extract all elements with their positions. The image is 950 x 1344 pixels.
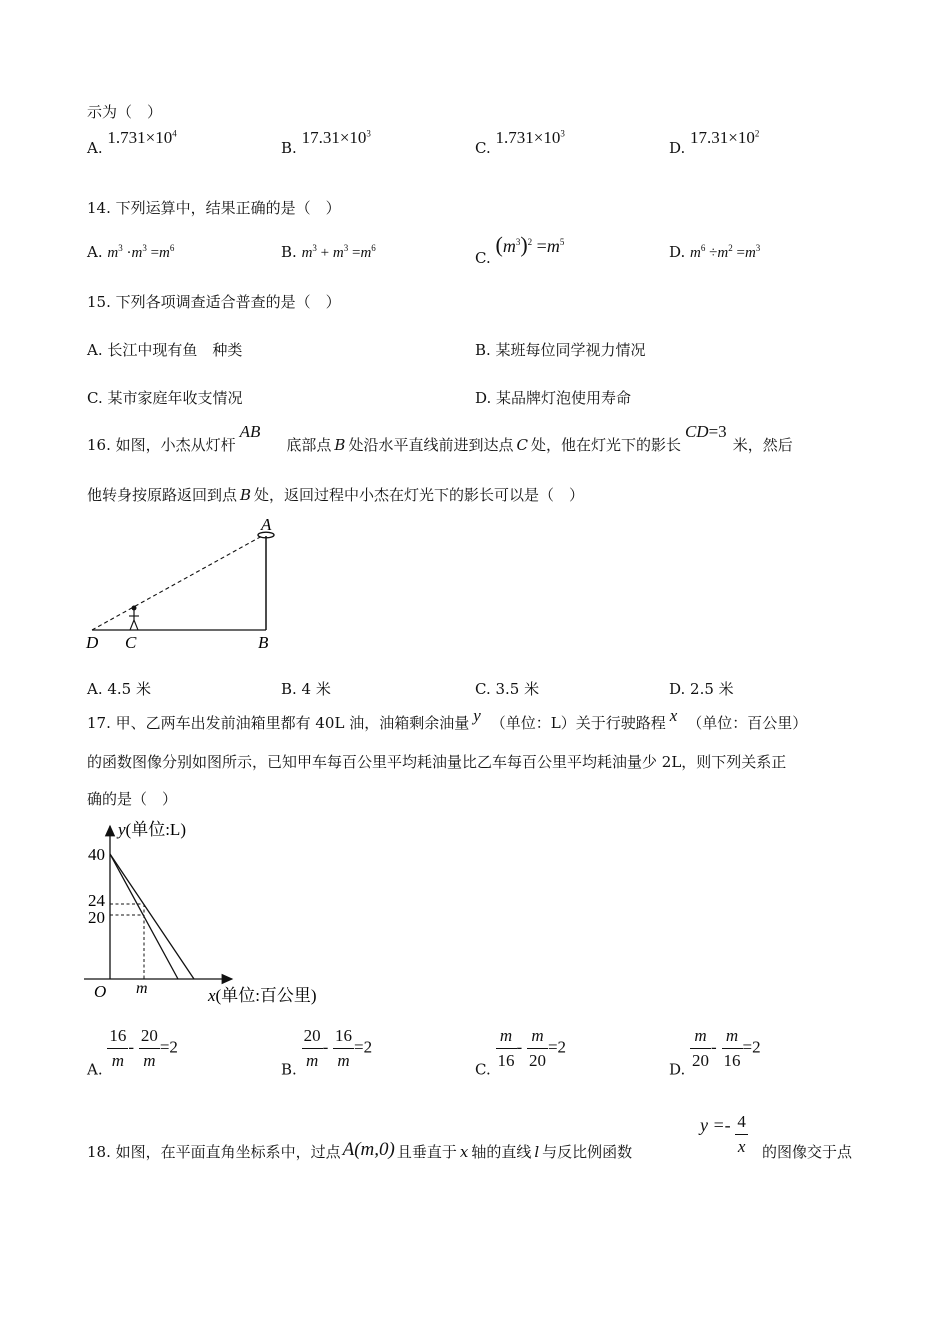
q15-option-a: A. 长江中现有鱼 种类 [87,341,243,359]
y-axis-label: y(单位:L) [118,820,186,839]
q13-option-c: C. $1.731\times 10^3$ [475,128,565,157]
m-label: m [136,980,148,997]
q17-option-b: B. $\frac{20}{m}$ - $\frac{16}{m}$ =2 [281,1026,373,1079]
q14-option-a: A. $m^3 \cdot m^3 =m^6$ [87,243,175,261]
q17-stem-line3: 确的是（ ） [87,790,178,808]
q18-stem: 18. 如图，在平面直角坐标系中，过点 A(m,0) 且垂直于 x 轴的直线 l 与反比例函数 [87,1139,633,1161]
q16-option-b: B. 4 米 [281,680,331,698]
q17-fuel-graph [80,816,360,1011]
q14-option-b: B. $m^3 + m^3 =m^6$ [281,243,376,261]
line-yi [110,854,194,979]
q14-stem: 14. 下列运算中，结果正确的是（ ） [87,199,341,217]
fig-label-b: B [258,633,269,652]
q14-option-c: C. $(m^3)^2 =m^5$ [475,232,565,267]
q17-stem-line2: 的函数图像分别如图所示，已知甲车每百公里平均耗油量比乙车每百公里平均耗油量少 2L，则下列关系正 [87,753,787,771]
q16-lamp-figure [80,512,280,657]
fig-label-d: D [86,633,99,652]
q13-option-b: B. $17.31\times 10^3$ [281,128,371,157]
tick-20: 20 [88,908,105,927]
q16-option-d: D. 2.5 米 [669,680,734,698]
q15-option-d: D. 某品牌灯泡使用寿命 [475,389,632,407]
q13-option-d: D. $17.31\times 10^2$ [669,128,760,157]
light-ray [92,536,262,630]
q16-stem-line1: 16. 如图，小杰从灯杆AB底部点 B 处沿水平直线前进到达点 C 处，他在灯光下的影长CD=3米，然后 [87,422,793,454]
q18-stem-tail: 的图像交于点 [762,1143,853,1161]
fig-label-c: C [125,633,137,652]
q18-function: y =- $\frac{4}{x}$ [700,1112,746,1156]
q17-option-d: D. $\frac{m}{20}$ - $\frac{m}{16}$ =2 [669,1026,761,1079]
x-axis-label: x(单位:百公里) [208,986,317,1005]
q16-stem-line2: 他转身按原路返回到点 B 处，返回过程中小杰在灯光下的影长可以是（ ） [87,486,585,504]
fig-label-a: A [261,515,272,534]
tick-24: 24 [88,891,105,910]
origin-label: O [94,982,107,1001]
q13-stem-tail: 示为（ ） [87,103,163,121]
q15-option-b: B. 某班每位同学视力情况 [475,341,646,359]
q17-option-a: A. $\frac{16}{m}$ - $\frac{20}{m}$ =2 [87,1026,178,1079]
q14-option-d: D. $m^6 \div m^2 =m^3$ [669,243,761,261]
q15-option-c: C. 某市家庭年收支情况 [87,389,243,407]
q15-stem: 15. 下列各项调查适合普查的是（ ） [87,293,341,311]
q17-option-c: C. $\frac{m}{16}$ - $\frac{m}{20}$ =2 [475,1026,567,1079]
q13-option-a: A. $1.731\times 10^4$ [87,128,177,157]
tick-40: 40 [88,845,105,864]
q16-option-c: C. 3.5 米 [475,680,540,698]
q16-option-a: A. 4.5 米 [87,680,151,698]
q17-stem-line1: 17. 甲、乙两车出发前油箱里都有 40L 油，油箱剩余油量 y （单位：L）关于行驶路程 x （单位：百公里） [87,706,808,732]
